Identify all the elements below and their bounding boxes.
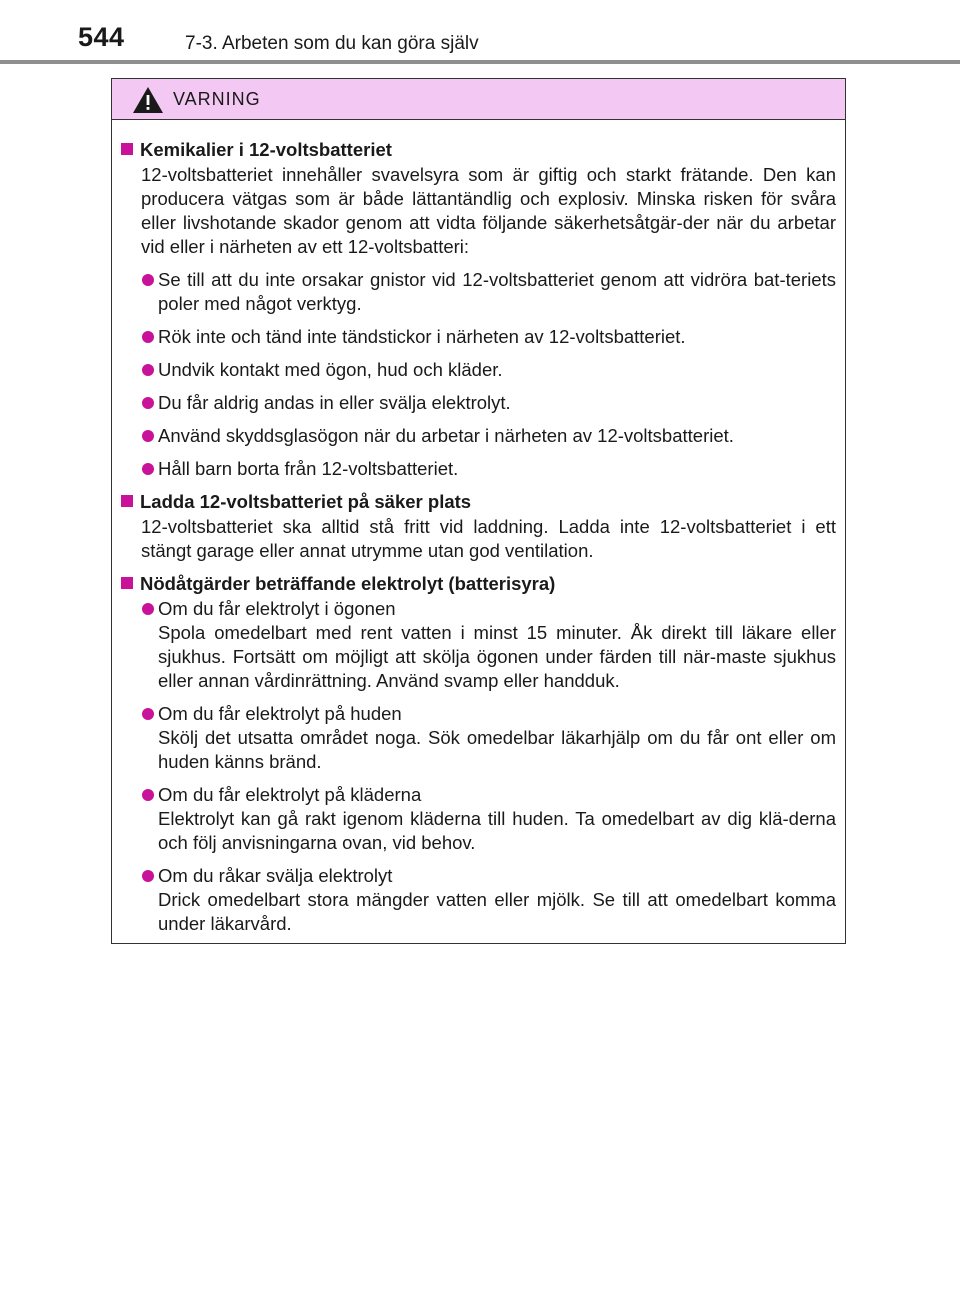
section-heading-text: Ladda 12-voltsbatteriet på säker plats [140, 491, 472, 512]
section-heading-text: Kemikalier i 12-voltsbatteriet [140, 139, 392, 160]
list-item-text: Se till att du inte orsakar gnistor vid 12-voltsbatteriet genom att vidröra bat-teriets poler med något verktyg. [158, 269, 836, 314]
list-item [121, 358, 836, 382]
round-bullet-icon [142, 274, 154, 286]
list-item-text: Skölj det utsatta området noga. Sök omedelbar läkarhjälp om du får ont eller om huden känns bränd. [158, 727, 836, 772]
section-title: 7-3. Arbeten som du kan göra själv [185, 33, 479, 54]
paragraph: 12-voltsbatteriet innehåller svavelsyra som är giftig och starkt frätande. Den kan producera vätgas som är både lättantändlig och explosiv. Minska risken för svåra eller livshotande skador genom att vidta följande säkerhetsåtgär-der när du arbetar vid eller i närheten av ett 12-voltsbatteri: [141, 164, 836, 257]
paragraph: 12-voltsbatteriet ska alltid stå fritt vid laddning. Ladda inte 12-voltsbatteriet i ett stängt garage eller annat utrymme utan god ventilation. [141, 516, 836, 561]
warning-body [112, 120, 845, 936]
round-bullet-icon [142, 463, 154, 475]
warning-header [112, 79, 845, 120]
round-bullet-icon [142, 789, 154, 801]
section-heading [121, 572, 836, 596]
list-item [121, 268, 836, 316]
round-bullet-icon [142, 603, 154, 615]
list-item [121, 325, 836, 349]
warning-label: VARNING [173, 89, 261, 109]
list-item-text: Håll barn borta från 12-voltsbatteriet. [158, 458, 459, 479]
round-bullet-icon [142, 870, 154, 882]
round-bullet-icon [142, 708, 154, 720]
list-item-text: Undvik kontakt med ögon, hud och kläder. [158, 359, 503, 380]
list-item-text: Drick omedelbart stora mängder vatten eller mjölk. Se till att omedelbart komma under läkarvård. [158, 889, 836, 934]
list-item-text: Rök inte och tänd inte tändstickor i närheten av 12-voltsbatteriet. [158, 326, 686, 347]
list-item [121, 424, 836, 448]
round-bullet-icon [142, 397, 154, 409]
list-item-text: Elektrolyt kan gå rakt igenom kläderna till huden. Ta omedelbart av dig klä-derna och följ anvisningarna ovan, vid behov. [158, 808, 836, 853]
list-item [121, 457, 836, 481]
section-heading [121, 138, 836, 162]
list-item-text: Du får aldrig andas in eller svälja elektrolyt. [158, 392, 511, 413]
list-item-title: Om du får elektrolyt på kläderna [158, 784, 422, 805]
round-bullet-icon [142, 364, 154, 376]
header-rule [0, 60, 960, 64]
square-bullet-icon [121, 495, 133, 507]
list-item [121, 702, 836, 774]
warning-box [111, 78, 846, 944]
list-item-text: Använd skyddsglasögon när du arbetar i närheten av 12-voltsbatteriet. [158, 425, 734, 446]
square-bullet-icon [121, 577, 133, 589]
list-item-title: Om du får elektrolyt på huden [158, 703, 402, 724]
list-item-title: Om du råkar svälja elektrolyt [158, 865, 393, 886]
list-item [121, 597, 836, 693]
square-bullet-icon [121, 143, 133, 155]
list-item [121, 391, 836, 415]
round-bullet-icon [142, 331, 154, 343]
list-item-text: Spola omedelbart med rent vatten i minst 15 minuter. Åk direkt till läkare eller sjukhus. Fortsätt om möjligt att skölja ögonen under färden till när-maste sjukhus eller annan vårdinrättning. Använd svamp eller handduk. [158, 622, 836, 691]
round-bullet-icon [142, 430, 154, 442]
page-number: 544 [78, 22, 125, 52]
section-heading-text: Nödåtgärder beträffande elektrolyt (batterisyra) [140, 573, 556, 594]
warning-triangle-icon [132, 86, 164, 114]
list-item [121, 783, 836, 855]
list-item [121, 864, 836, 936]
list-item-title: Om du får elektrolyt i ögonen [158, 598, 396, 619]
section-heading [121, 490, 836, 514]
